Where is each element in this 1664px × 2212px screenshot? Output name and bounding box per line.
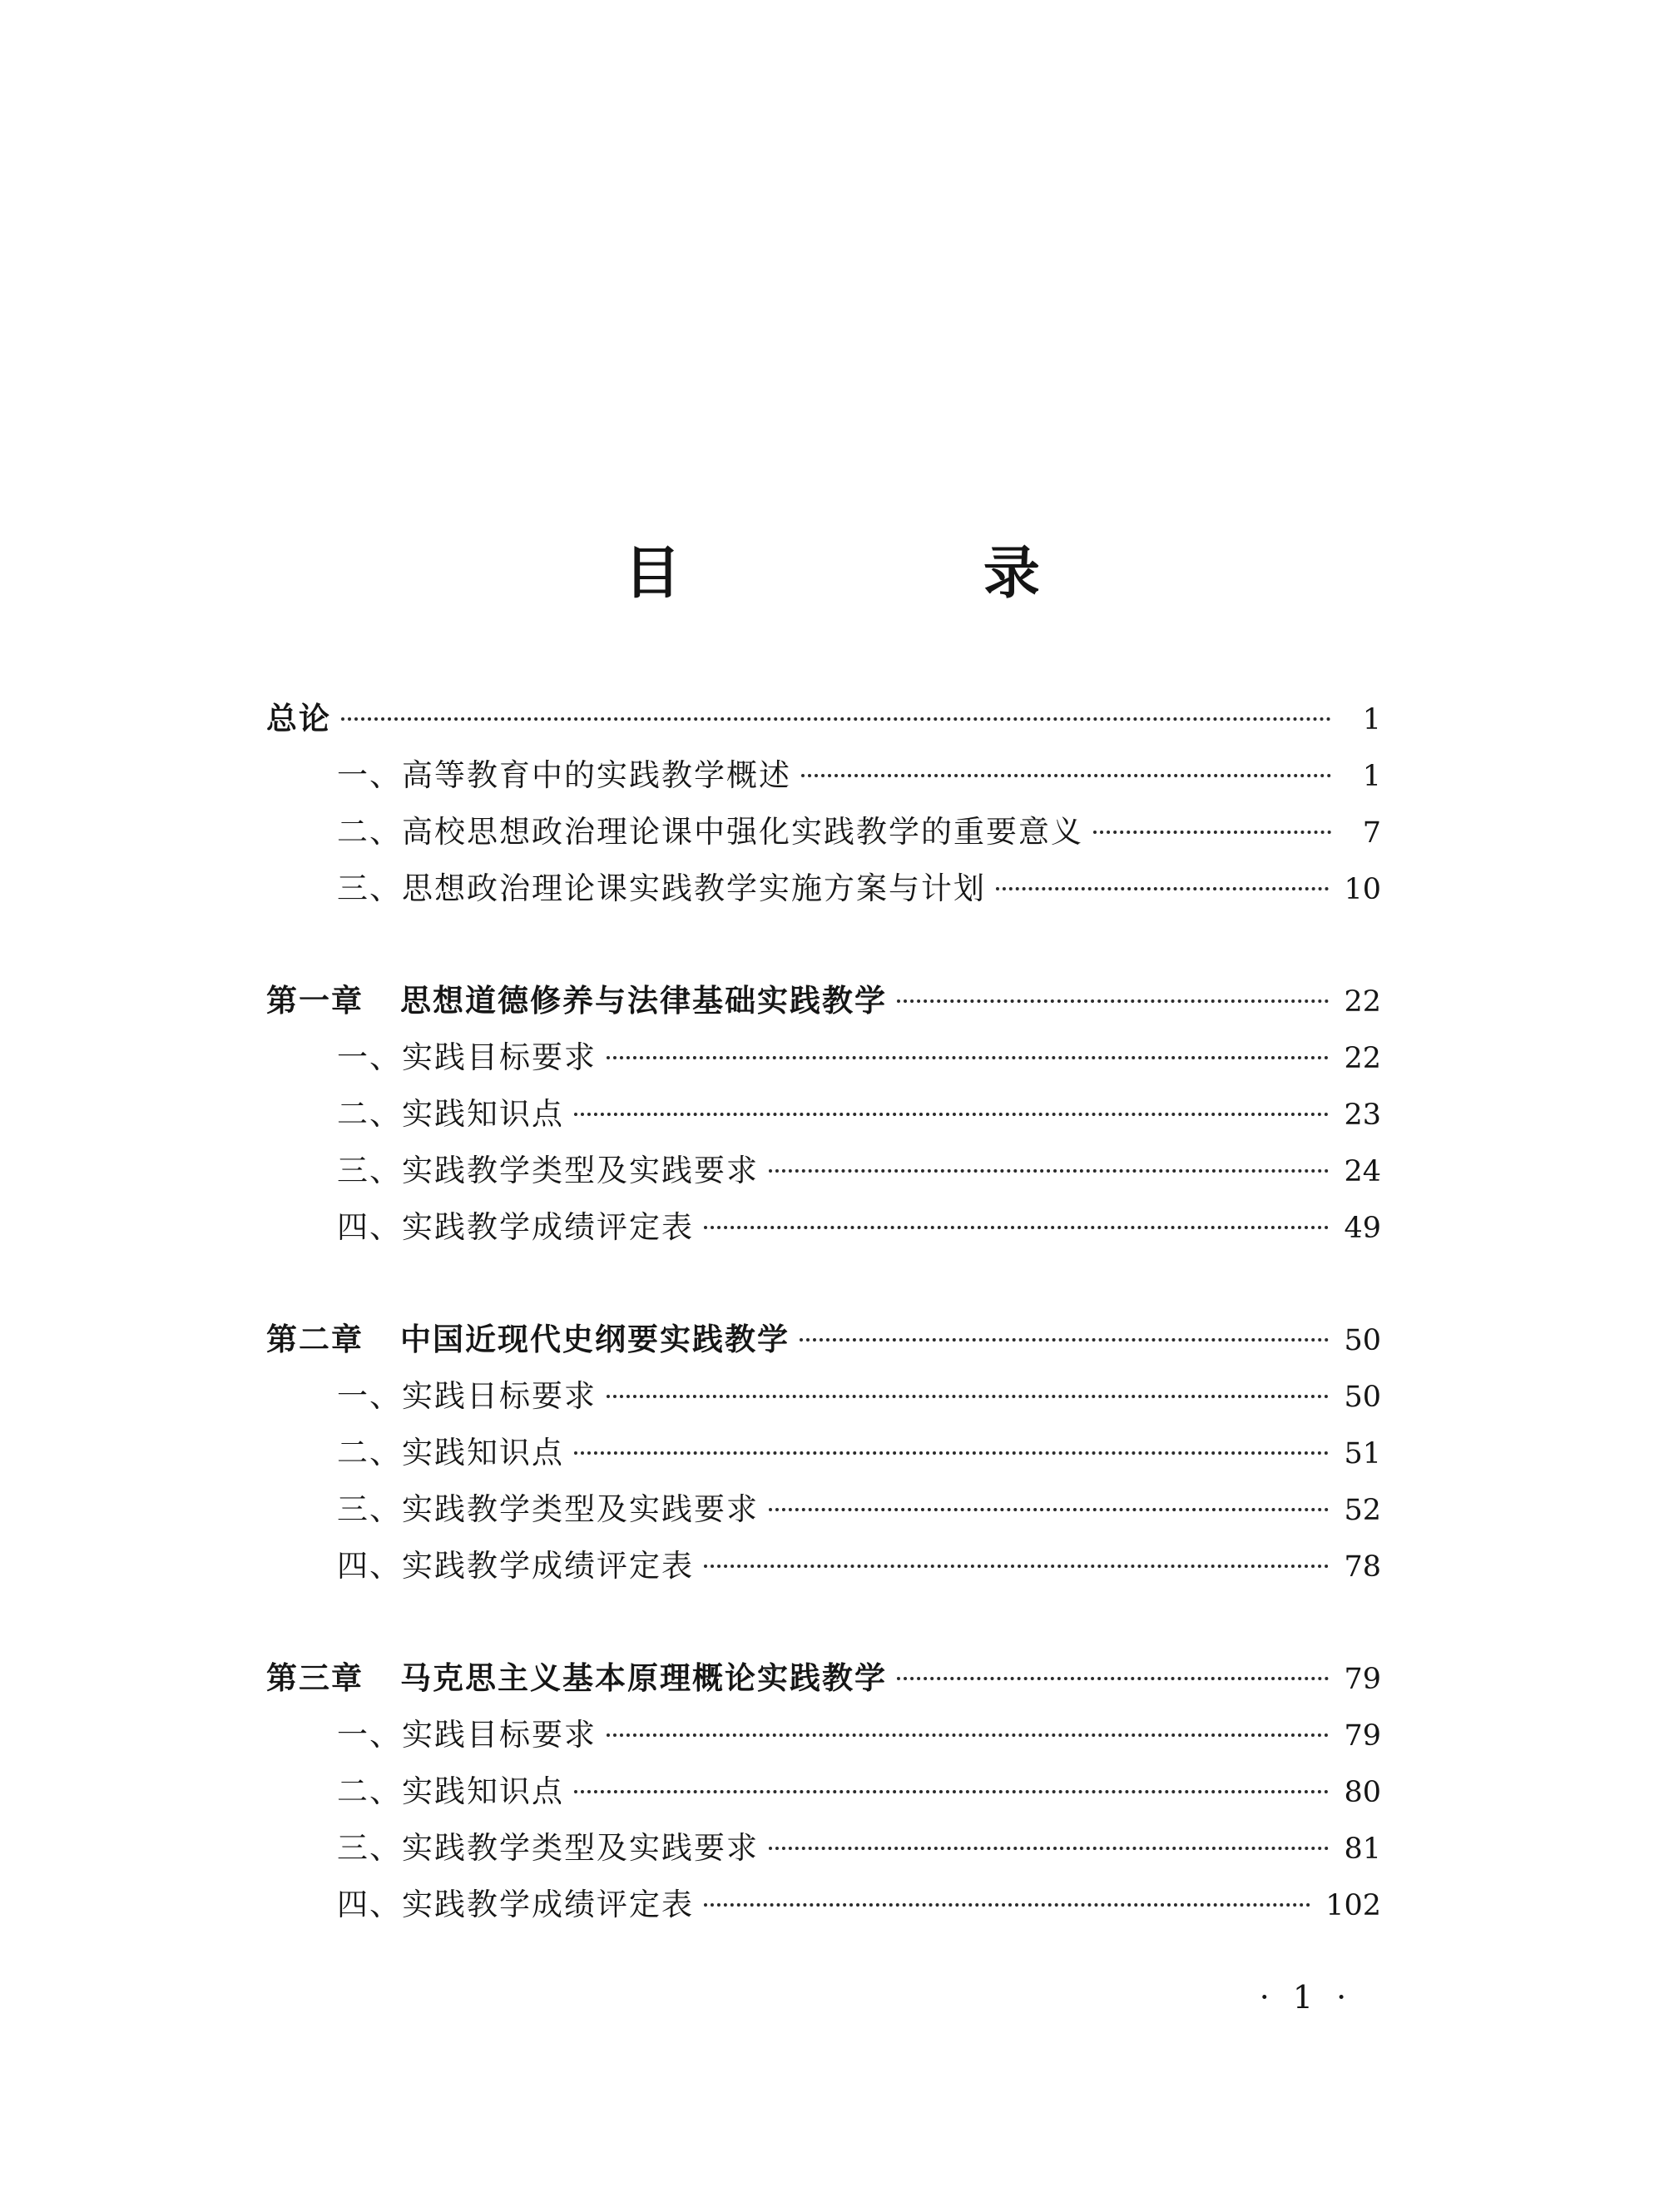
toc-item-label: 三、实践教学类型及实践要求 (337, 1153, 759, 1188)
section-heading: 总论 (266, 701, 331, 737)
page-number: 79 (1344, 1663, 1381, 1696)
page-number: 80 (1344, 1776, 1381, 1809)
page-footer-number: · 1 · (1259, 1979, 1354, 2016)
toc-section (266, 973, 1381, 1256)
toc-item-row[interactable] (266, 1820, 1381, 1877)
page-number: 78 (1344, 1550, 1381, 1584)
toc-item-label: 二、实践知识点 (337, 1435, 564, 1471)
dot-leader (1093, 831, 1331, 834)
chapter-number: 第三章 (266, 1660, 364, 1696)
toc-item-row[interactable] (266, 804, 1381, 860)
toc-item-row[interactable] (266, 1481, 1381, 1538)
dot-leader (607, 1056, 1329, 1059)
toc-item-label: 二、高校思想政治理论课中强化实践教学的重要意义 (337, 814, 1083, 850)
toc-item-label: 一、实践目标要求 (337, 1039, 597, 1075)
toc-heading-row[interactable] (266, 1312, 1381, 1368)
toc-section (266, 1650, 1381, 1933)
page-number: 81 (1344, 1833, 1381, 1866)
page-number: 1 (1362, 703, 1381, 737)
dot-leader (607, 1395, 1329, 1398)
toc-item-label: 四、实践教学成绩评定表 (337, 1887, 694, 1922)
page-number: 7 (1362, 816, 1381, 850)
toc-item-row[interactable] (266, 1538, 1381, 1595)
dot-leader (704, 1903, 1310, 1907)
page-number: 22 (1344, 985, 1381, 1019)
page-number: 102 (1325, 1889, 1381, 1922)
page-title: 目 录 (624, 541, 1181, 607)
toc-item-row[interactable] (266, 860, 1381, 917)
page-number: 22 (1344, 1042, 1381, 1075)
dot-leader (574, 1790, 1329, 1793)
page-number: 49 (1344, 1212, 1381, 1245)
toc-item-label: 三、实践教学类型及实践要求 (337, 1491, 759, 1527)
chapter-title: 中国近现代史纲要实践教学 (400, 1322, 790, 1357)
dot-leader (574, 1451, 1329, 1455)
toc-item-row[interactable] (266, 1425, 1381, 1481)
toc-item-label: 二、实践知识点 (337, 1096, 564, 1132)
dot-leader (801, 774, 1331, 777)
chapter-number: 第二章 (266, 1322, 364, 1357)
toc-item-row[interactable] (266, 1368, 1381, 1425)
toc-item-row[interactable] (266, 1877, 1381, 1933)
chapter-heading (266, 1650, 887, 1707)
toc-item-row[interactable] (266, 1199, 1381, 1256)
toc-item-label: 四、实践教学成绩评定表 (337, 1548, 694, 1584)
dot-leader (897, 1677, 1329, 1680)
toc-item-label: 一、实践目标要求 (337, 1717, 597, 1753)
dot-leader (769, 1847, 1329, 1850)
page-number: 50 (1344, 1381, 1381, 1414)
dot-leader (769, 1169, 1329, 1173)
toc-section (266, 1312, 1381, 1595)
dot-leader (704, 1565, 1329, 1568)
chapter-title: 思想道德修养与法律基础实践教学 (400, 983, 887, 1019)
toc-heading-row[interactable] (266, 691, 1381, 747)
toc-item-row[interactable] (266, 747, 1381, 804)
toc-item-row[interactable] (266, 1707, 1381, 1763)
dot-leader (341, 717, 1331, 721)
toc-item-row[interactable] (266, 1029, 1381, 1086)
dot-leader (704, 1226, 1329, 1229)
dot-leader (574, 1113, 1329, 1116)
dot-leader (996, 887, 1329, 890)
chapter-title: 马克思主义基本原理概论实践教学 (400, 1660, 887, 1696)
toc-item-row[interactable] (266, 1143, 1381, 1199)
dot-leader (607, 1733, 1329, 1737)
toc-section (266, 691, 1381, 917)
page-number: 79 (1344, 1719, 1381, 1753)
page-number: 1 (1362, 760, 1381, 793)
toc-item-label: 一、高等教育中的实践教学概述 (337, 757, 791, 793)
dot-leader (769, 1508, 1329, 1511)
page-number: 51 (1344, 1437, 1381, 1471)
toc-item-label: 一、实践日标要求 (337, 1378, 597, 1414)
page-number: 24 (1344, 1155, 1381, 1188)
toc-heading-row[interactable] (266, 1650, 1381, 1707)
table-of-contents (266, 691, 1381, 1989)
toc-item-label: 三、思想政治理论课实践教学实施方案与计划 (337, 870, 986, 906)
toc-item-label: 三、实践教学类型及实践要求 (337, 1830, 759, 1866)
dot-leader (800, 1338, 1329, 1342)
toc-item-row[interactable] (266, 1086, 1381, 1143)
toc-item-label: 四、实践教学成绩评定表 (337, 1209, 694, 1245)
toc-heading-row[interactable] (266, 973, 1381, 1029)
dot-leader (897, 999, 1329, 1003)
chapter-number: 第一章 (266, 983, 364, 1019)
toc-item-label: 二、实践知识点 (337, 1773, 564, 1809)
toc-item-row[interactable] (266, 1763, 1381, 1820)
page-number: 52 (1344, 1494, 1381, 1527)
page-number: 23 (1344, 1099, 1381, 1132)
chapter-heading (266, 1312, 790, 1368)
page-number: 10 (1344, 873, 1381, 906)
chapter-heading (266, 973, 887, 1029)
page-number: 50 (1344, 1324, 1381, 1357)
